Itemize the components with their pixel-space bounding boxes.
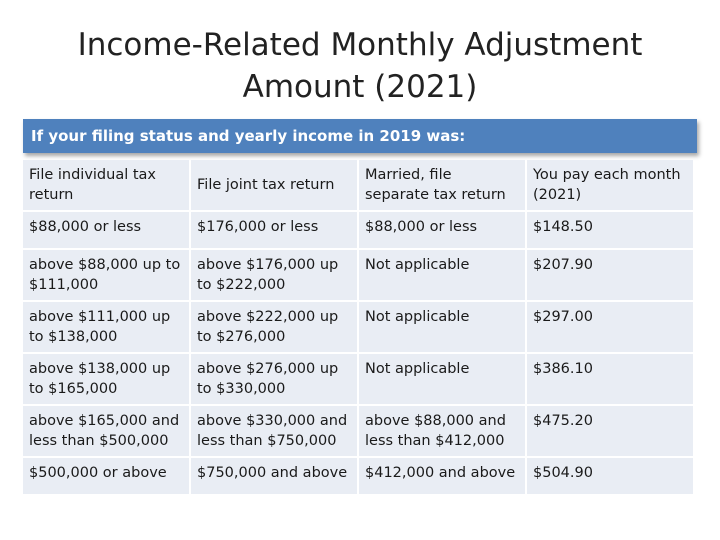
cell-monthly-payment: $148.50 bbox=[527, 212, 693, 248]
cell-monthly-payment: $504.90 bbox=[527, 458, 693, 494]
cell-monthly-payment: $475.20 bbox=[527, 406, 693, 456]
cell-joint: above $222,000 up to $276,000 bbox=[191, 302, 357, 352]
cell-monthly-payment: $297.00 bbox=[527, 302, 693, 352]
page-title bbox=[40, 24, 680, 108]
table-row bbox=[23, 250, 693, 300]
cell-married-separate: Not applicable bbox=[359, 354, 525, 404]
cell-joint: above $330,000 and less than $750,000 bbox=[191, 406, 357, 456]
title-line-1: Income-Related Monthly Adjustment bbox=[77, 27, 643, 63]
cell-joint: above $176,000 up to $222,000 bbox=[191, 250, 357, 300]
table-row bbox=[23, 354, 693, 404]
cell-monthly-payment: $207.90 bbox=[527, 250, 693, 300]
table-row bbox=[23, 302, 693, 352]
cell-married-separate: above $88,000 and less than $412,000 bbox=[359, 406, 525, 456]
irmaa-grid bbox=[21, 158, 695, 496]
header-married-separate: Married, file separate tax return bbox=[359, 160, 525, 210]
cell-married-separate: Not applicable bbox=[359, 250, 525, 300]
cell-married-separate: Not applicable bbox=[359, 302, 525, 352]
cell-joint: $176,000 or less bbox=[191, 212, 357, 248]
cell-monthly-payment: $386.10 bbox=[527, 354, 693, 404]
table-row bbox=[23, 458, 693, 494]
irmaa-table bbox=[23, 119, 697, 496]
cell-individual: above $88,000 up to $111,000 bbox=[23, 250, 189, 300]
cell-joint: above $276,000 up to $330,000 bbox=[191, 354, 357, 404]
cell-married-separate: $412,000 and above bbox=[359, 458, 525, 494]
cell-individual: above $165,000 and less than $500,000 bbox=[23, 406, 189, 456]
table-row bbox=[23, 212, 693, 248]
cell-individual: $500,000 or above bbox=[23, 458, 189, 494]
cell-individual: above $138,000 up to $165,000 bbox=[23, 354, 189, 404]
header-monthly-payment: You pay each month (2021) bbox=[527, 160, 693, 210]
cell-individual: $88,000 or less bbox=[23, 212, 189, 248]
header-joint: File joint tax return bbox=[191, 160, 357, 210]
header-individual: File individual tax return bbox=[23, 160, 189, 210]
table-banner: If your filing status and yearly income in 2019 was: bbox=[23, 119, 697, 153]
cell-individual: above $111,000 up to $138,000 bbox=[23, 302, 189, 352]
cell-married-separate: $88,000 or less bbox=[359, 212, 525, 248]
cell-joint: $750,000 and above bbox=[191, 458, 357, 494]
title-line-2: Amount (2021) bbox=[242, 69, 478, 105]
table-row bbox=[23, 406, 693, 456]
header-row bbox=[23, 160, 693, 210]
